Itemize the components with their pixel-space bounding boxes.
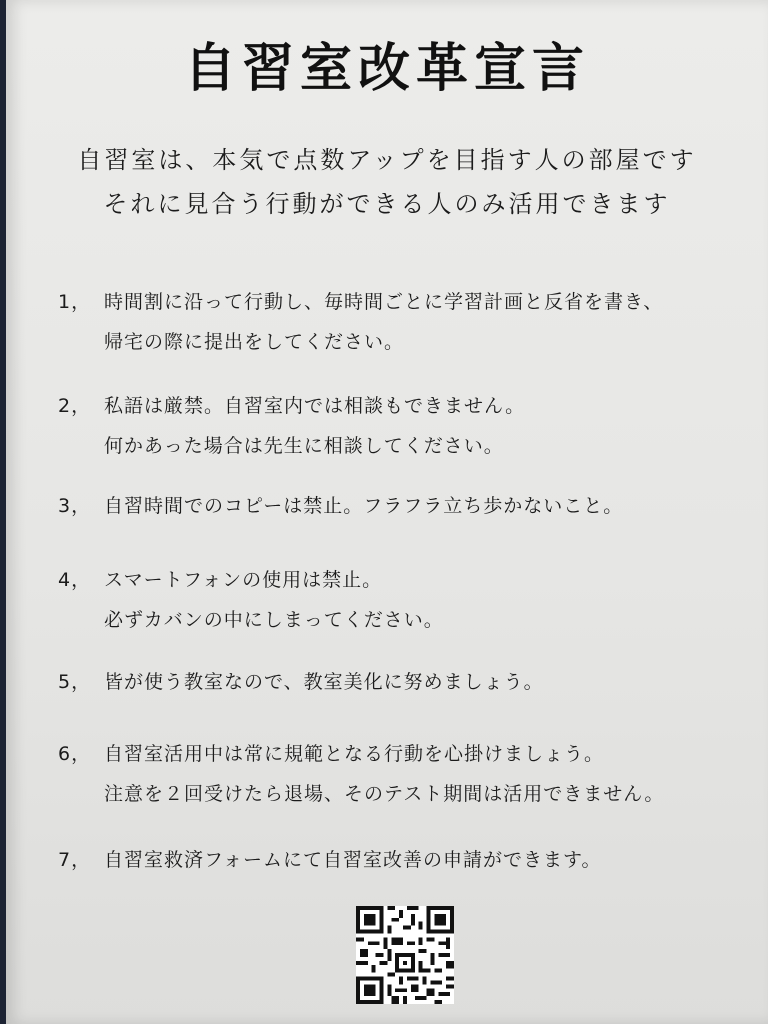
notice-paper	[6, 0, 768, 1024]
rule-item-4	[58, 560, 758, 640]
qr-code-icon[interactable]	[356, 906, 454, 1004]
rule-text: 私語は厳禁。自習室内では相談もできません。	[104, 395, 526, 417]
intro-line-2: それに見合う行動ができる人のみ活用できます	[103, 190, 671, 218]
rule-text: 何かあった場合は先生に相談してください。	[104, 435, 504, 457]
page-title: 自習室改革宣言	[183, 38, 590, 99]
intro-text	[6, 138, 768, 226]
rule-text: 帰宅の際に提出をしてください。	[104, 331, 405, 353]
rule-item-5	[58, 662, 758, 702]
intro-line-1: 自習室は、本気で点数アップを目指す人の部屋です	[77, 146, 697, 174]
rule-text: 自習室活用中は常に規範となる行動を心掛けましょう。	[104, 743, 605, 765]
rule-text: 必ずカバンの中にしまってください。	[104, 609, 444, 631]
rule-number: 4，	[58, 569, 92, 591]
rule-number: 3，	[58, 495, 92, 517]
rule-number: 2，	[58, 395, 92, 417]
rule-number: 7，	[58, 849, 92, 871]
rule-text: 時間割に沿って行動し、毎時間ごとに学習計画と反省を書き、	[104, 291, 664, 313]
rule-item-3	[58, 486, 758, 526]
rule-text: 皆が使う教室なので、教室美化に努めましょう。	[104, 671, 544, 693]
rule-number: 1，	[58, 291, 92, 313]
rule-number: 5，	[58, 671, 92, 693]
rule-text: スマートフォンの使用は禁止。	[104, 569, 383, 591]
rule-text: 自習室救済フォームにて自習室改善の申請ができます。	[104, 849, 602, 871]
qr-code-graphic	[356, 906, 454, 1004]
rule-text: 自習時間でのコピーは禁止。フラフラ立ち歩かないこと。	[104, 495, 624, 517]
rule-number: 6，	[58, 743, 92, 765]
rule-item-7	[58, 840, 758, 880]
rule-item-1	[58, 282, 758, 362]
rule-item-2	[58, 386, 758, 466]
rule-item-6	[58, 734, 758, 814]
rule-text: 注意を２回受けたら退場、そのテスト期間は活用できません。	[104, 783, 665, 805]
